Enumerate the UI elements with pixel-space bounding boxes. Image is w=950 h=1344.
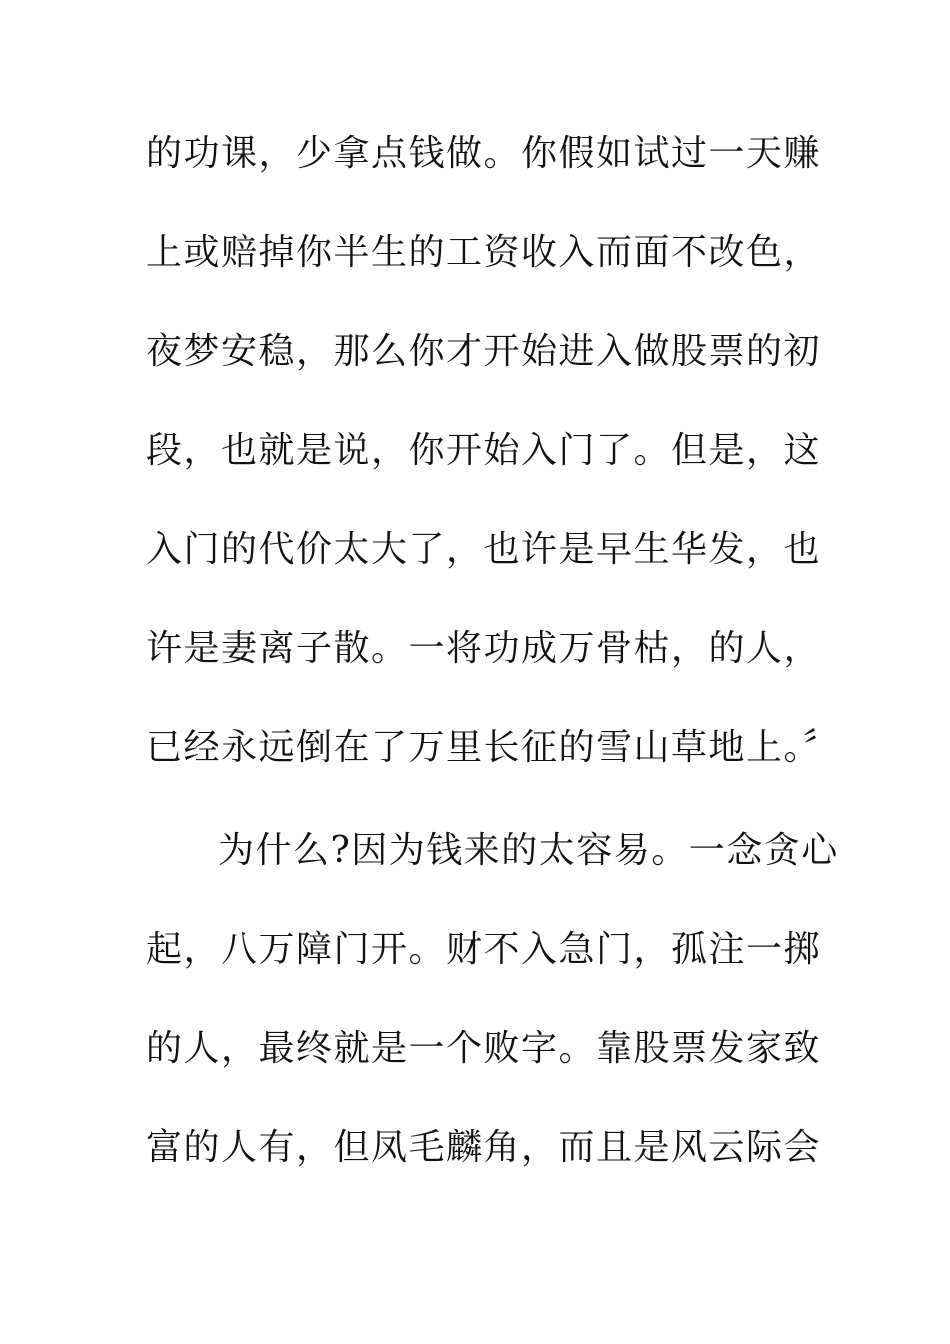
text-line: 起，八万障门开。财不入急门，孤注一掷 — [146, 929, 822, 970]
text-line: 入门的代价太大了，也许是早生华发，也 — [146, 529, 822, 570]
text-line: 已经永远倒在了万里长征的雪山草地上。〞 — [146, 727, 841, 768]
text-line: 富的人有，但凤毛麟角，而且是风云际会 — [146, 1127, 822, 1168]
text-line: 段，也就是说，你开始入门了。但是，这 — [146, 430, 822, 471]
paragraph-first-line: 为什么?因为钱来的太容易。一念贪心 — [218, 830, 839, 871]
text-line: 许是妻离子散。一将功成万骨枯，的人， — [146, 628, 822, 669]
text-line: 夜梦安稳，那么你才开始进入做股票的初 — [146, 331, 822, 372]
text-line: 上或赔掉你半生的工资收入而面不改色， — [146, 232, 822, 273]
text-line: 的人，最终就是一个败字。靠股票发家致 — [146, 1028, 822, 1069]
text-line: 的功课，少拿点钱做。你假如试过一天赚 — [146, 133, 822, 174]
